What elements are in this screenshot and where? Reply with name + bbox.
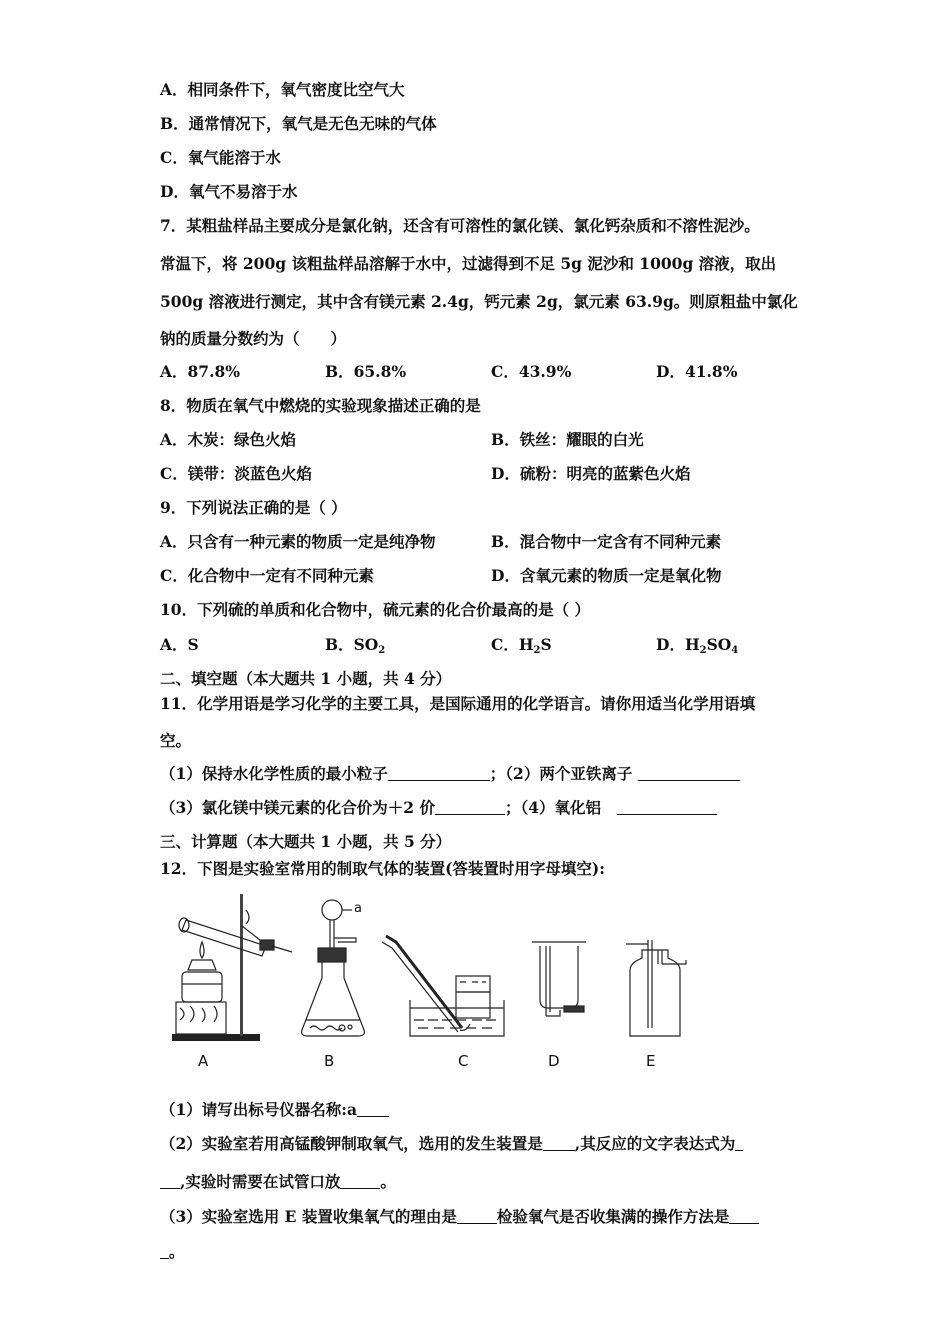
figure-label-c: C [458,1052,469,1070]
q12-part3-end: 。 [169,1242,185,1261]
q7-stem-line2: 常温下，将 200g 该粗盐样品溶解于水中，过滤得到不足 5g 泥沙和 1000g 溶液，取出 [160,254,777,273]
q9-stem: 9．下列说法正确的是（ ） [160,498,347,517]
q12-part3-line1 [160,1205,759,1227]
answer-blank[interactable] [160,1174,180,1189]
q7-stem-line4: 钠的质量分数约为（ ） [160,329,347,348]
subscript: 2 [699,645,707,656]
lab-apparatus-figure [160,880,720,1080]
answer-blank[interactable] [357,1102,389,1117]
apparatus-drawing [160,880,720,1080]
figure-label-a: A [198,1052,209,1070]
q10-option-c-text2: S [540,635,552,654]
apparatus-e [626,940,686,1036]
apparatus-b [302,900,365,1036]
answer-blank[interactable] [543,1136,575,1151]
q7-option-b: B．65.8% [325,362,407,381]
q12-part3-text-a: （3）实验室选用 E 装置收集氧气的理由是 [160,1207,457,1226]
q11-part1-text: （1）保持水化学性质的最小粒子 [160,764,388,783]
q11-stem-line2: 空。 [160,731,192,750]
answer-blank[interactable] [617,800,717,815]
q10-option-b-text: B．SO [325,635,379,654]
apparatus-d [532,942,586,1016]
q11-part2-text: ；（2）两个亚铁离子 [489,764,633,783]
answer-blank[interactable] [435,800,505,815]
q12-part2-line2 [160,1170,396,1192]
q9-option-b: B．混合物中一定含有不同种元素 [491,532,722,551]
answer-blank[interactable] [457,1209,497,1224]
q8-option-d: D．硫粉：明亮的蓝紫色火焰 [491,464,691,483]
q8-option-b: B．铁丝：耀眼的白光 [491,430,644,449]
q10-stem: 10．下列硫的单质和化合物中，硫元素的化合价最高的是（ ） [160,600,590,619]
answer-blank[interactable] [160,1244,169,1259]
q7-option-d: D．41.8% [656,362,738,381]
q12-part1-text: （1）请写出标号仪器名称:a [160,1100,358,1119]
q11-part3-text: （3）氯化镁中镁元素的化合价为＋2 价 [160,798,435,817]
q9-option-d: D．含氧元素的物质一定是氧化物 [491,566,722,585]
q7-stem-line1: 7．某粗盐样品主要成分是氯化钠，还含有可溶性的氯化镁、氯化钙杂质和不溶性泥沙。 [160,216,760,235]
q11-parts-1-2 [160,762,740,784]
q7-option-a: A．87.8% [160,362,241,381]
q6-option-a: A．相同条件下，氧气密度比空气大 [160,80,405,99]
q6-option-d: D．氧气不易溶于水 [160,182,298,201]
q10-option-d-text: D．H [656,635,700,654]
q10-option-c-text: C．H [491,635,534,654]
subscript: 2 [378,645,386,656]
q10-option-c [491,633,552,656]
figure-label-b: B [324,1052,335,1070]
q12-part2-text-a: （2）实验室若用高锰酸钾制取氧气，选用的发生装置是 [160,1134,543,1153]
q9-option-a: A．只含有一种元素的物质一定是纯净物 [160,532,436,551]
q6-option-c: C．氧气能溶于水 [160,148,281,167]
section-fill-in-heading: 二、填空题（本大题共 1 小题，共 4 分） [160,669,452,688]
q10-option-d-text2: SO [706,635,732,654]
answer-blank[interactable] [340,1174,380,1189]
apparatus-a [172,894,292,1041]
q10-option-a: A．S [160,635,199,654]
answer-blank[interactable] [735,1136,743,1151]
q11-parts-3-4 [160,796,717,818]
figure-label-e: E [646,1052,656,1070]
answer-blank[interactable] [638,766,740,781]
q8-stem: 8．物质在氧气中燃烧的实验现象描述正确的是 [160,396,481,415]
answer-blank[interactable] [388,766,490,781]
q12-part2-end: 。 [380,1172,396,1191]
q7-stem-line3: 500g 溶液进行测定，其中含有镁元素 2.4g，钙元素 2g，氯元素 63.9g。则原粗盐中氯化 [160,292,798,311]
q12-part1 [160,1098,389,1120]
q11-stem-line1: 11．化学用语是学习化学的主要工具，是国际通用的化学语言。请你用适当化学用语填 [160,694,756,713]
q9-option-c: C．化合物中一定有不同种元素 [160,566,374,585]
answer-blank[interactable] [729,1209,759,1224]
q10-option-d [656,633,738,656]
q11-part4-text: ；（4）氧化铝 [504,798,602,817]
q12-part2-text-b: ,其反应的文字表达式为 [574,1134,736,1153]
subscript: 2 [533,645,541,656]
q12-stem: 12．下图是实验室常用的制取气体的装置(答装置时用字母填空): [160,859,605,878]
q7-option-c: C．43.9% [491,362,572,381]
subscript: 4 [731,645,739,656]
q10-option-b [325,633,385,656]
q6-option-b: B．通常情况下，氧气是无色无味的气体 [160,114,437,133]
apparatus-c [382,936,504,1036]
pointer-label-a: a [354,901,362,916]
q12-part3-line2 [160,1240,185,1262]
q8-option-a: A．木炭：绿色火焰 [160,430,297,449]
q12-part2-text-c: ,实验时需要在试管口放 [180,1172,341,1191]
q8-option-c: C．镁带：淡蓝色火焰 [160,464,312,483]
q12-part3-text-b: 检验氧气是否收集满的操作方法是 [496,1207,730,1226]
section-calculation-heading: 三、计算题（本大题共 1 小题，共 5 分） [160,832,452,851]
q12-part2-line1 [160,1132,743,1154]
figure-label-d: D [548,1052,560,1070]
